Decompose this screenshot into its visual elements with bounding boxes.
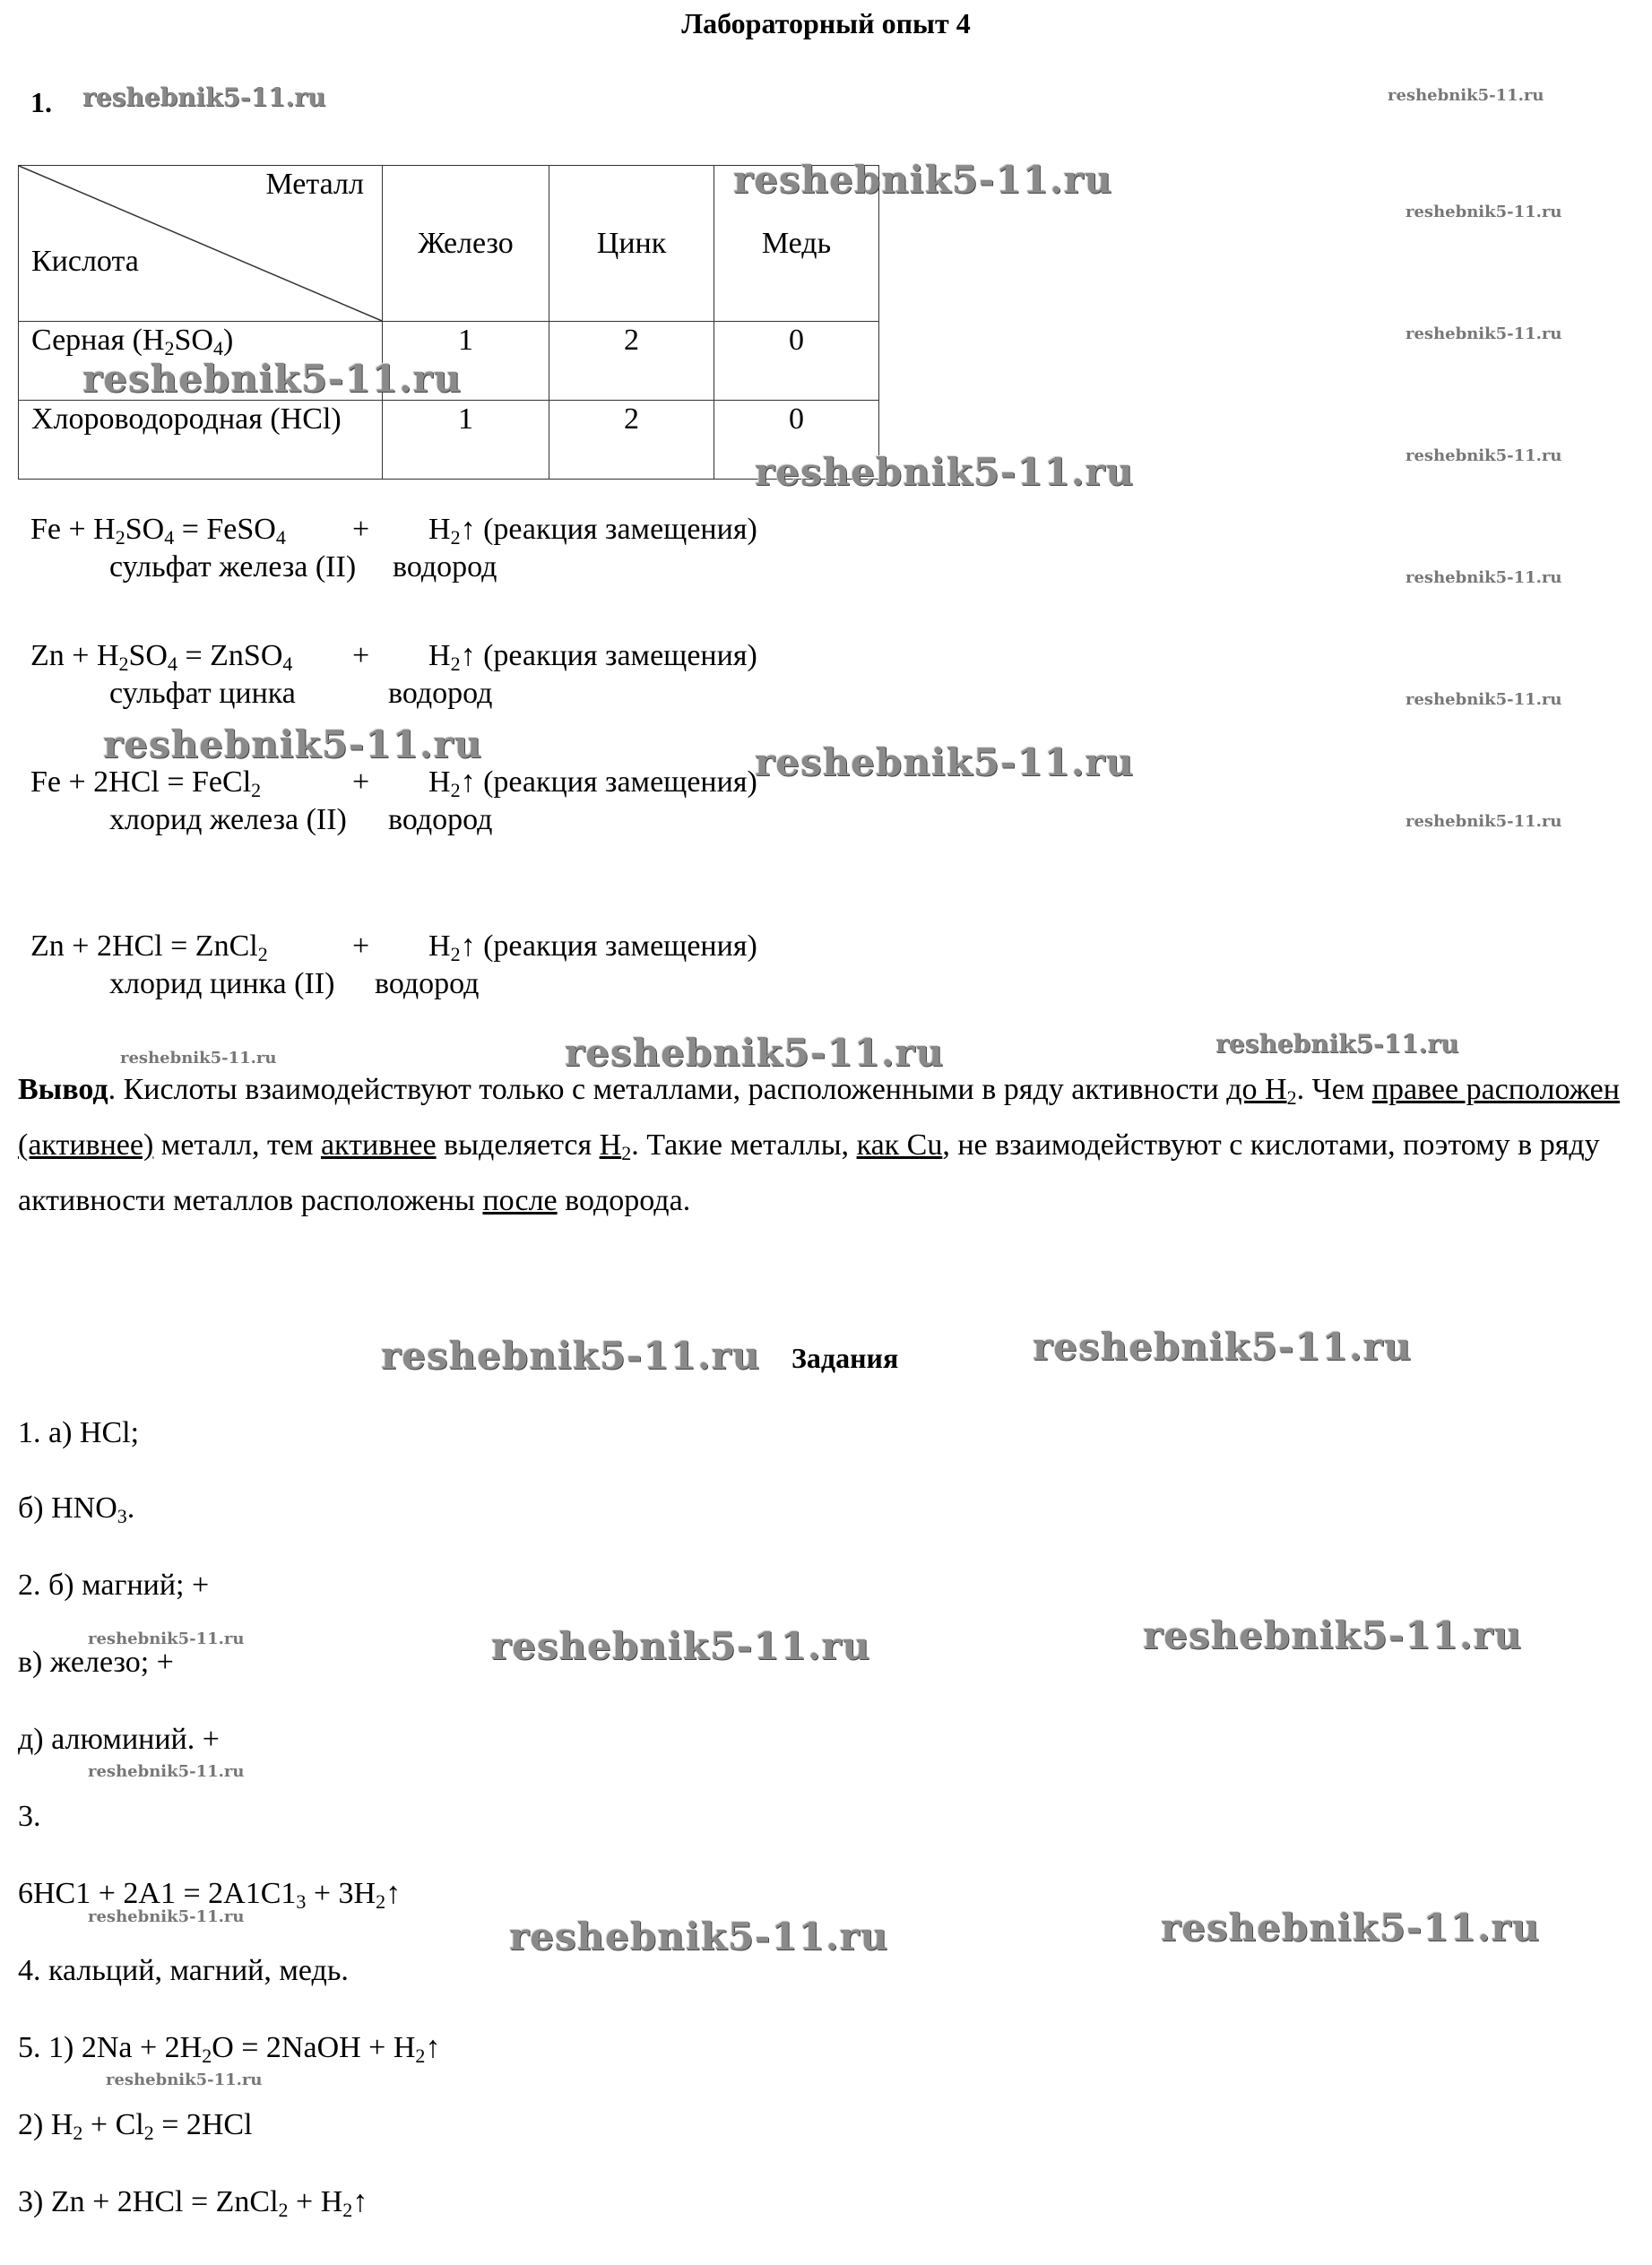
conclusion-paragraph: Вывод. Кислоты взаимодействуют только с металлами, расположенными в ряду активности до $H_2$. Чем правее расположен (активнее) металл, тем активнее выделяется $H_2$. Такие металлы, как Cu, не взаимодействуют с кислотами, поэтому в ряду активности металлов расположены после водорода. xyxy=(18,1073,1620,1217)
watermark-text: reshebnik5-11.ru xyxy=(1405,690,1562,709)
tasks-heading: Задания xyxy=(791,1342,899,1374)
equation-names: водород xyxy=(388,677,493,710)
watermark-text: reshebnik5-11.ru xyxy=(565,1031,945,1075)
equation-plus: + xyxy=(352,513,370,546)
equation-plus: + xyxy=(352,929,370,963)
watermark-text: reshebnik5-11.ru xyxy=(1215,1029,1459,1059)
watermark-text: reshebnik5-11.ru xyxy=(1388,86,1544,105)
watermark-text: reshebnik5-11.ru xyxy=(120,1049,277,1068)
task-line: 1. а) HCl; xyxy=(18,1416,140,1449)
equation-names: водород xyxy=(388,803,493,836)
table-cell: 1 xyxy=(383,401,549,480)
task-line: $6HC1 + 2A1 = 2A1C1_3$ + $3H_2↑$ xyxy=(18,1877,402,1913)
watermark-text: reshebnik5-11.ru xyxy=(88,1907,245,1926)
watermark-text: reshebnik5-11.ru xyxy=(381,1334,761,1378)
watermark-text: reshebnik5-11.ru xyxy=(82,357,463,401)
equation-plus: + xyxy=(352,639,370,672)
watermark-text: reshebnik5-11.ru xyxy=(1405,203,1562,221)
task-line: 2) $H_2 + Cl_2 = 2HCl$ xyxy=(18,2108,253,2144)
table-cell: 0 xyxy=(714,401,879,480)
task-line: д) алюминий. + xyxy=(18,1723,220,1756)
watermark-text: reshebnik5-11.ru xyxy=(82,82,326,112)
table-cell: 1 xyxy=(383,322,549,401)
table-row xyxy=(19,401,879,480)
task-line: 2. б) магний; + xyxy=(18,1569,210,1602)
equation-names: хлорид железа (II) xyxy=(109,803,347,836)
task-line: в) железо; + xyxy=(18,1646,174,1679)
table-cell: 2 xyxy=(549,401,714,480)
watermark-text: reshebnik5-11.ru xyxy=(103,722,483,766)
watermark-text: reshebnik5-11.ru xyxy=(1143,1613,1523,1657)
watermark-text: reshebnik5-11.ru xyxy=(1405,568,1562,587)
table-cell: 0 xyxy=(714,322,879,401)
table-cell: 2 xyxy=(549,322,714,401)
section-number: 1. xyxy=(30,86,52,118)
watermark-text: reshebnik5-11.ru xyxy=(1033,1325,1413,1369)
watermark-text: reshebnik5-11.ru xyxy=(1161,1906,1541,1949)
task-line: 3. xyxy=(18,1800,41,1833)
equation-line: Fe + 2HCl = FeCl$_2$ xyxy=(30,765,262,801)
column-header: Железо xyxy=(383,166,549,322)
watermark-text: reshebnik5-11.ru xyxy=(1405,812,1562,831)
task-line: 3) Zn + 2HCl = ZnCl$_2$ + $H_2↑$ xyxy=(18,2185,368,2221)
equation-line: $Zn + H_2SO_4$ = ZnSO$_4$ xyxy=(30,639,293,675)
equation-plus: + xyxy=(352,765,370,799)
watermark-text: reshebnik5-11.ru xyxy=(755,740,1135,784)
acid-name-cell: Хлороводородная (HCl) xyxy=(19,401,383,480)
task-line: б) $HNO_3$. xyxy=(18,1491,135,1527)
equation-names: сульфат железа (II) xyxy=(109,550,357,584)
watermark-text: reshebnik5-11.ru xyxy=(509,1915,889,1958)
page-title: Лабораторный опыт 4 xyxy=(681,7,971,39)
equation-line: Zn + 2HCl = ZnCl$_2$ xyxy=(30,929,268,965)
task-line: 4. кальций, магний, медь. xyxy=(18,1954,349,1987)
header-acid-label: Кислота xyxy=(31,245,139,278)
watermark-text: reshebnik5-11.ru xyxy=(755,450,1135,494)
watermark-text: reshebnik5-11.ru xyxy=(106,2070,263,2089)
equation-line: $Fe + H_2SO_4$ = FeSO$_4$ xyxy=(30,513,286,549)
reaction-table xyxy=(18,165,879,480)
equation-names: водород xyxy=(375,967,480,1000)
watermark-text: reshebnik5-11.ru xyxy=(1405,446,1562,465)
equation-names: сульфат цинка xyxy=(109,677,296,710)
watermark-text: reshebnik5-11.ru xyxy=(1405,324,1562,343)
task-line: 5. 1) $2Na + 2H_2O$ = 2NaOH + $H_2↑$ xyxy=(18,2031,441,2067)
watermark-text: reshebnik5-11.ru xyxy=(491,1624,871,1668)
equation-product: $H_2↑$ (реакция замещения) xyxy=(428,929,757,965)
equation-product: $H_2↑$ (реакция замещения) xyxy=(428,765,757,801)
equation-names: хлорид цинка (II) xyxy=(109,967,335,1000)
column-header: Цинк xyxy=(549,166,714,322)
diagonal-header-cell xyxy=(19,166,383,322)
header-metal-label: Металл xyxy=(265,168,364,201)
watermark-text: reshebnik5-11.ru xyxy=(88,1630,245,1648)
equation-product: $H_2↑$ (реакция замещения) xyxy=(428,639,757,675)
watermark-text: reshebnik5-11.ru xyxy=(88,1762,245,1781)
column-header: Медь xyxy=(714,166,879,322)
acid-name-cell: Серная $(H_2SO_4)$ xyxy=(19,322,383,401)
equation-product: $H_2↑$ (реакция замещения) xyxy=(428,513,757,549)
conclusion-label: Вывод xyxy=(18,1073,108,1106)
equation-names: водород xyxy=(393,550,497,584)
watermark-text: reshebnik5-11.ru xyxy=(733,158,1113,202)
